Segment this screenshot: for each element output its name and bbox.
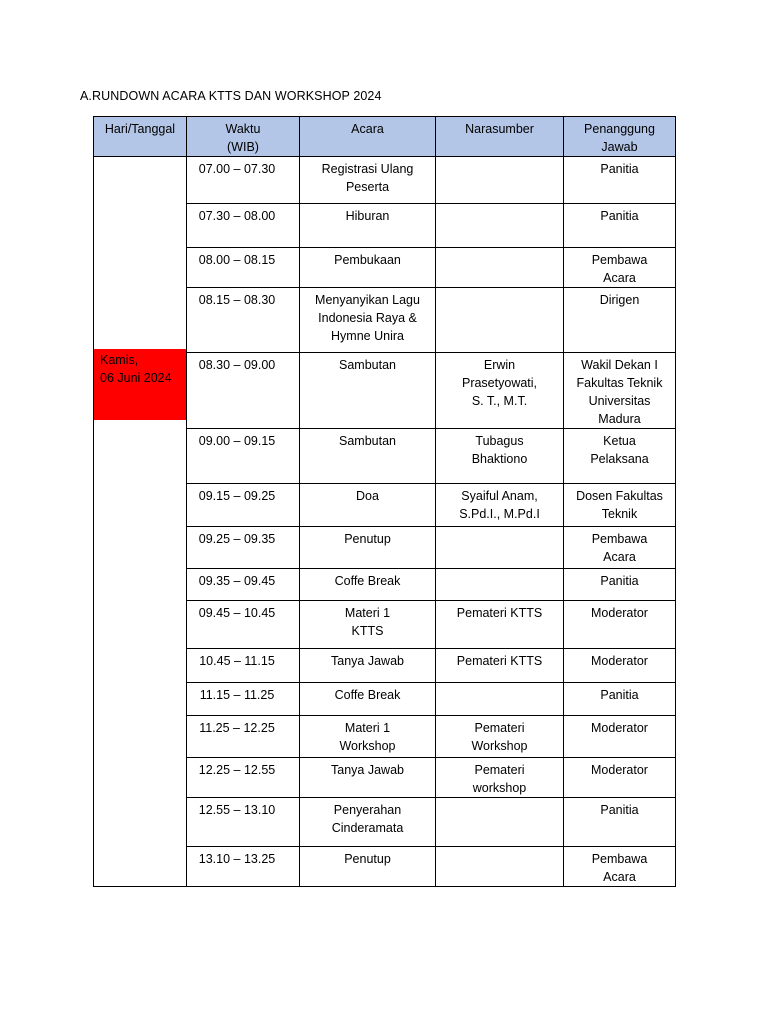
event-cell: Hiburan <box>300 204 436 248</box>
event-cell: Penutup <box>300 527 436 569</box>
speaker-cell <box>436 288 564 353</box>
section-title: RUNDOWN ACARA KTTS DAN WORKSHOP 2024 <box>92 89 382 103</box>
speaker-cell <box>436 798 564 847</box>
pic-cell: Moderator <box>564 601 676 649</box>
speaker-cell <box>436 569 564 601</box>
speaker-cell: Pemateri Workshop <box>436 716 564 758</box>
event-cell: Tanya Jawab <box>300 758 436 798</box>
speaker-cell: Syaiful Anam, S.Pd.I., M.Pd.I <box>436 484 564 527</box>
pic-cell: Wakil Dekan I Fakultas Teknik Universitas Madura <box>564 353 676 429</box>
header-pic: Penanggung Jawab <box>564 117 676 157</box>
time-cell: 08.30 – 09.00 <box>187 353 300 429</box>
table-row <box>94 157 676 204</box>
event-cell: Sambutan <box>300 353 436 429</box>
pic-cell: Moderator <box>564 649 676 683</box>
time-cell: 09.45 – 10.45 <box>187 601 300 649</box>
event-cell: Coffe Break <box>300 569 436 601</box>
pic-cell: Moderator <box>564 716 676 758</box>
event-cell: Sambutan <box>300 429 436 484</box>
pic-cell: Moderator <box>564 758 676 798</box>
speaker-cell: Erwin Prasetyowati, S. T., M.T. <box>436 353 564 429</box>
rundown-table <box>93 116 676 887</box>
speaker-cell <box>436 157 564 204</box>
header-speaker: Narasumber <box>436 117 564 157</box>
time-cell: 08.15 – 08.30 <box>187 288 300 353</box>
time-cell: 09.25 – 09.35 <box>187 527 300 569</box>
time-cell: 11.25 – 12.25 <box>187 716 300 758</box>
pic-cell: Ketua Pelaksana <box>564 429 676 484</box>
speaker-cell: Pemateri KTTS <box>436 601 564 649</box>
day-highlight <box>94 349 186 420</box>
time-cell: 08.00 – 08.15 <box>187 248 300 288</box>
pic-cell: Dosen Fakultas Teknik <box>564 484 676 527</box>
speaker-cell <box>436 847 564 887</box>
table-body <box>94 157 676 887</box>
time-cell: 10.45 – 11.15 <box>187 649 300 683</box>
event-cell: Materi 1 KTTS <box>300 601 436 649</box>
pic-cell: Dirigen <box>564 288 676 353</box>
time-cell: 09.35 – 09.45 <box>187 569 300 601</box>
event-cell: Penutup <box>300 847 436 887</box>
pic-cell: Panitia <box>564 204 676 248</box>
header-time: Waktu (WIB) <box>187 117 300 157</box>
pic-cell: Pembawa Acara <box>564 847 676 887</box>
speaker-cell: Tubagus Bhaktiono <box>436 429 564 484</box>
speaker-cell <box>436 683 564 716</box>
pic-cell: Panitia <box>564 569 676 601</box>
speaker-cell: Pemateri workshop <box>436 758 564 798</box>
time-cell: 07.00 – 07.30 <box>187 157 300 204</box>
time-cell: 09.00 – 09.15 <box>187 429 300 484</box>
event-cell: Materi 1 Workshop <box>300 716 436 758</box>
day-cell <box>94 157 187 887</box>
event-cell: Coffe Break <box>300 683 436 716</box>
pic-cell: Panitia <box>564 683 676 716</box>
time-cell: 12.25 – 12.55 <box>187 758 300 798</box>
event-cell: Menyanyikan Lagu Indonesia Raya & Hymne Unira <box>300 288 436 353</box>
day-date: 06 Juni 2024 <box>100 371 172 385</box>
speaker-cell <box>436 527 564 569</box>
table-header-row <box>94 117 676 157</box>
time-cell: 07.30 – 08.00 <box>187 204 300 248</box>
time-cell: 13.10 – 13.25 <box>187 847 300 887</box>
event-cell: Registrasi Ulang Peserta <box>300 157 436 204</box>
header-event: Acara <box>300 117 436 157</box>
speaker-cell <box>436 248 564 288</box>
event-cell: Pembukaan <box>300 248 436 288</box>
speaker-cell <box>436 204 564 248</box>
day-name: Kamis, <box>100 353 139 367</box>
pic-cell: Panitia <box>564 157 676 204</box>
event-cell: Penyerahan Cinderamata <box>300 798 436 847</box>
section-heading <box>80 89 382 103</box>
event-cell: Tanya Jawab <box>300 649 436 683</box>
pic-cell: Pembawa Acara <box>564 527 676 569</box>
speaker-cell: Pemateri KTTS <box>436 649 564 683</box>
event-cell: Doa <box>300 484 436 527</box>
header-day: Hari/Tanggal <box>94 117 187 157</box>
time-cell: 09.15 – 09.25 <box>187 484 300 527</box>
time-cell: 11.15 – 11.25 <box>187 683 300 716</box>
time-cell: 12.55 – 13.10 <box>187 798 300 847</box>
pic-cell: Pembawa Acara <box>564 248 676 288</box>
section-number: A. <box>80 89 93 103</box>
pic-cell: Panitia <box>564 798 676 847</box>
